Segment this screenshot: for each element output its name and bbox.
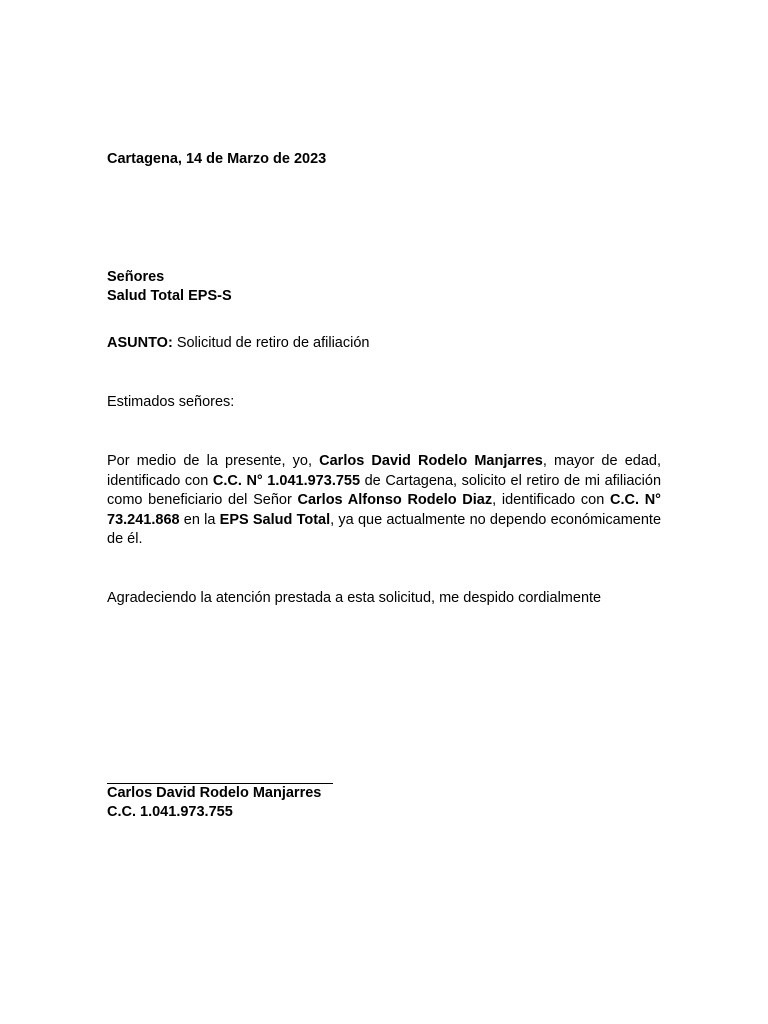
body-eps-name: EPS Salud Total — [219, 511, 331, 528]
body-text-2: , mayor de edad, identificado con — [107, 453, 661, 489]
recipient-line-1: Señores — [107, 269, 165, 285]
body-text-5: en la — [179, 511, 220, 528]
body-paragraph — [107, 452, 661, 550]
body-requester-name: Carlos David Rodelo Manjarres — [319, 453, 543, 469]
subject-line — [107, 334, 369, 353]
greeting: Estimados señores: — [107, 394, 235, 410]
body-requester-id: C.C. N° 1.041.973.755 — [212, 472, 361, 489]
body-text-1: Por medio de la presente, yo, — [107, 453, 320, 469]
closing-line: Agradeciendo la atención prestada a esta solicitud, me despido cordialmente — [107, 590, 602, 606]
body-text-3: de Cartagena, solicito el retiro de mi afiliación como beneficiario del Señor — [107, 472, 662, 508]
signature-name: Carlos David Rodelo Manjarres — [107, 785, 322, 801]
body-text-6: , ya que actualmente no dependo económicamente de él. — [107, 511, 662, 547]
signature-id: C.C. 1.041.973.755 — [107, 804, 233, 820]
recipient-line-2: Salud Total EPS-S — [107, 288, 232, 304]
subject-text: Solicitud de retiro de afiliación — [172, 335, 370, 351]
subject-label: ASUNTO: — [107, 335, 173, 351]
body-holder-id: C.C. N° 73.241.868 — [107, 492, 661, 528]
letter-date: Cartagena, 14 de Marzo de 2023 — [107, 151, 327, 167]
body-holder-name: Carlos Alfonso Rodelo Diaz — [297, 492, 493, 508]
body-text-4: , identificado con — [492, 492, 610, 508]
